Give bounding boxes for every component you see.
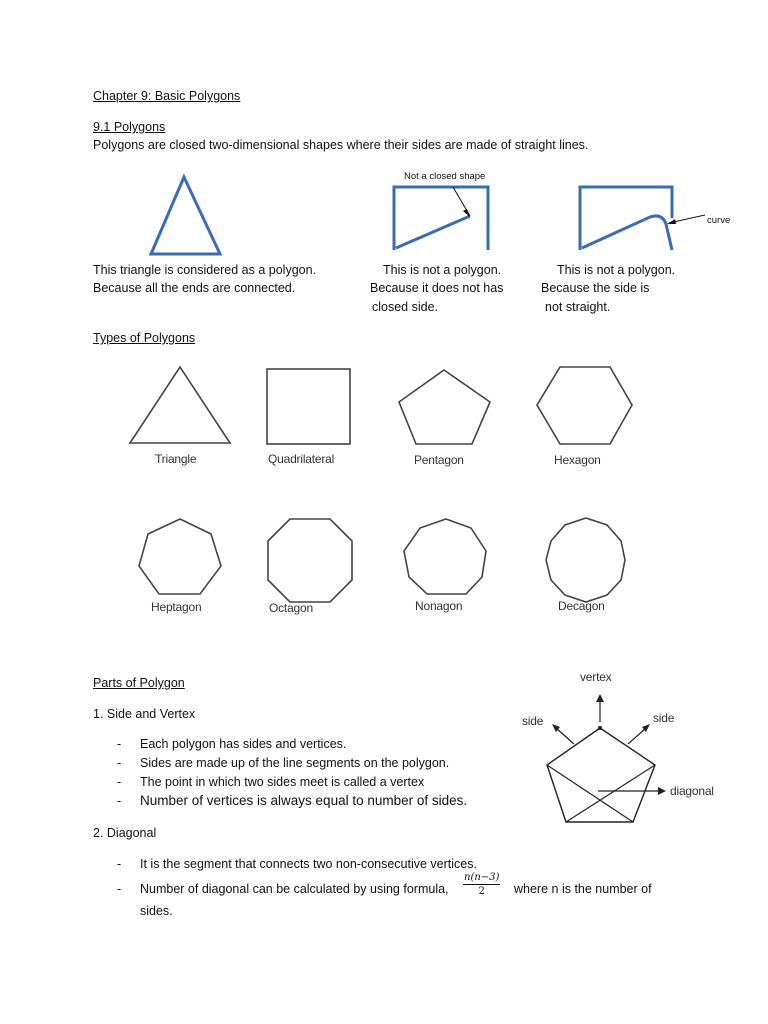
bullet-line-segments: Sides are made up of the line segments on the polygon.	[140, 756, 450, 770]
vertex-dot	[598, 726, 602, 730]
vertex-label: vertex	[580, 670, 612, 684]
example2-line3: closed side.	[372, 300, 439, 314]
example3-line1: This is not a polygon.	[557, 263, 676, 277]
example2-line1: This is not a polygon.	[383, 263, 502, 277]
formula-denominator: 2	[478, 886, 485, 897]
bullet-dash: -	[117, 794, 122, 808]
hexagon-label: Hexagon	[554, 453, 601, 467]
octagon-label: Octagon	[269, 601, 313, 615]
bullet-dash: -	[117, 775, 122, 789]
quadrilateral-label: Quadrilateral	[268, 452, 335, 466]
bullet-vertex-definition: The point in which two sides meet is called a vertex	[140, 775, 425, 789]
side-vertex-heading: 1. Side and Vertex	[93, 707, 196, 721]
diagonal-line	[566, 765, 655, 822]
side-right-arrow	[628, 728, 646, 744]
chapter-title: Chapter 9: Basic Polygons	[93, 89, 241, 103]
types-heading: Types of Polygons	[93, 331, 196, 345]
heptagon-label: Heptagon	[151, 600, 202, 614]
curve-annotation: curve	[707, 215, 731, 226]
bullet-diagonal-formula-pre: Number of diagonal can be calculated by using formula,	[140, 882, 449, 896]
bullet-diagonal-formula-cont: sides.	[140, 904, 173, 918]
bullet-diagonal-formula-post: where n is the number of	[514, 882, 652, 896]
section-heading: 9.1 Polygons	[93, 120, 166, 134]
example3-line3: not straight.	[545, 300, 611, 314]
example2-line2: Because it does not has	[370, 281, 504, 295]
bullet-diagonal-definition: It is the segment that connects two non-consecutive vertices.	[140, 857, 477, 871]
bullet-sides-vertices: Each polygon has sides and vertices.	[140, 737, 347, 751]
parts-heading: Parts of Polygon	[93, 676, 185, 690]
decagon-label: Decagon	[558, 599, 605, 613]
diagonal-line	[547, 765, 633, 822]
example1-line1: This triangle is considered as a polygon.	[93, 263, 317, 277]
bullet-dash: -	[117, 882, 122, 896]
example1-line2: Because all the ends are connected.	[93, 281, 296, 295]
side-left-label: side	[522, 714, 544, 728]
pentagon-label: Pentagon	[414, 453, 464, 467]
side-left-arrow	[556, 728, 574, 744]
bullet-dash: -	[117, 857, 122, 871]
polygon-definition: Polygons are closed two-dimensional shapes where their sides are made of straight lines.	[93, 138, 589, 152]
side-right-label: side	[653, 711, 675, 725]
example3-line2: Because the side is	[541, 281, 650, 295]
not-closed-annotation: Not a closed shape	[404, 171, 486, 182]
nonagon-label: Nonagon	[415, 599, 463, 613]
diagonal-label: diagonal	[670, 784, 714, 798]
bullet-dash: -	[117, 756, 122, 770]
bullet-vertices-equal-sides: Number of vertices is always equal to number of sides.	[140, 793, 468, 808]
triangle-label: Triangle	[155, 452, 197, 466]
bullet-dash: -	[117, 737, 122, 751]
diagonal-heading: 2. Diagonal	[93, 826, 157, 840]
formula-numerator: n(n−3)	[464, 872, 500, 883]
